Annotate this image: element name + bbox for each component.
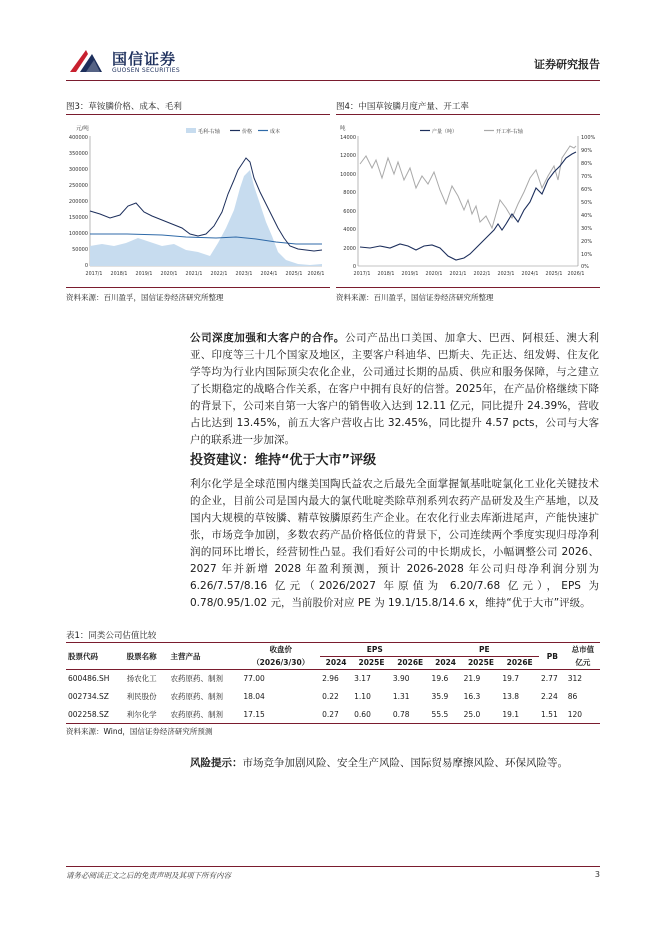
cell-eps: 1.31: [392, 692, 410, 701]
fig3-y-ticks: [69, 135, 88, 269]
fig3-ytick: 50000: [72, 247, 88, 253]
fig3-ytick: 400000: [68, 135, 88, 141]
fig4-y2tick: 50%: [581, 200, 593, 206]
cell-product: 农药原药、制剂: [168, 706, 241, 724]
cell-mktcap: 86: [567, 692, 578, 701]
cell-eps: 2.96: [320, 670, 352, 688]
footer-divider: [66, 866, 600, 867]
cell-pe: 19.6: [430, 670, 462, 688]
logo-text-en: GUOSEN SECURITIES: [112, 67, 181, 74]
col-mktcap-unit: 亿元: [575, 658, 591, 667]
page-header: [66, 44, 600, 80]
report-type-label: 证券研究报告: [534, 58, 600, 71]
fig4-ytick: 6000: [343, 209, 356, 215]
fig4-output-line: [360, 152, 576, 260]
cell-eps: 1.10: [354, 692, 371, 701]
fig3-legend: [186, 128, 280, 135]
fig3-ytick: 300000: [68, 167, 88, 173]
fig4-xtick: 2019/1: [401, 272, 419, 277]
paragraph-investment-advice: 利尔化学是全球范围内继美国陶氏益农之后最先全面掌握氰基吡啶氯化工业化关键技术的企业，目前公司是国内最大的氯代吡啶类除草剂系列农药产品研发及生产基地，以及国内大规模的草铵膦、精草铵膦原药生产企业。在农化行业去库渐进尾声，产能快速扩张，市场竞争加剧，多数农药产品价格低位的背景下，公司连续两个季度实现归母净利润的同环比增长，经营韧性凸显。我们看好公司的中长期成长，小幅调整公司 2026、2027 年并新增 2028 年盈利预测，预计 2026-2028 年公司归母净利润分别为 6.26/7.57/8.16 亿元（2026/2027 年原值为 6.20/7.68 亿元），EPS 为 0.78/0.95/1.02 元，当前股价对应 PE 为 19.1/15.8/14.6 x，维持“优于大市”评级。: [190, 478, 599, 609]
fig4-ytick: 14000: [340, 135, 356, 141]
table-source: 资料来源：Wind，国信证券经济研究所预测: [66, 727, 213, 736]
fig4-y-ticks: [340, 135, 356, 270]
fig3-xtick: 2022/1: [210, 272, 228, 277]
fig3-x-ticks: [86, 271, 325, 277]
table-row: [66, 670, 600, 688]
fig4-y2tick: 0%: [581, 264, 589, 270]
cell-pe: 19.7: [500, 670, 539, 688]
fig3-ytick: 0: [84, 263, 88, 269]
fig3-xtick: 2019/1: [135, 272, 153, 277]
cell-price: 77.00: [241, 670, 320, 688]
fig4-unit: 吨: [340, 126, 346, 132]
col-year: 2025E: [358, 658, 385, 668]
figure-4-bottom-rule: [336, 287, 600, 288]
cell-price: 17.15: [241, 706, 320, 724]
fig4-ytick: 8000: [343, 190, 356, 196]
fig4-y2tick: 100%: [581, 135, 596, 141]
fig4-y2tick: 60%: [581, 187, 593, 193]
figure-3-chart: [66, 118, 330, 280]
footer-disclaimer: 请务必阅读正文之后的免责声明及其项下所有内容: [66, 871, 231, 880]
figure-4-source: 资料来源：百川盈孚，国信证券经济研究所整理: [336, 293, 494, 302]
fig4-ytick: 4000: [343, 227, 356, 233]
fig4-xtick: 2021/1: [449, 272, 467, 277]
cell-eps: 0.22: [322, 692, 339, 701]
cell-eps: 3.90: [391, 670, 430, 688]
figure-3-svg: [66, 118, 330, 280]
col-name: 股票名称: [126, 651, 157, 661]
cell-mktcap: 312: [566, 670, 600, 688]
fig4-y2tick: 30%: [581, 226, 593, 232]
fig3-xtick: 2020/1: [160, 272, 178, 277]
fig3-legend-margin-swatch: [186, 128, 196, 133]
fig4-x-ticks: [354, 271, 585, 277]
cell-product: 农药原药、制剂: [170, 692, 223, 701]
cell-product: 农药原药、制剂: [168, 670, 241, 688]
cell-price: 18.04: [243, 692, 265, 701]
fig4-y2tick: 80%: [581, 161, 593, 167]
fig4-xtick: 2020/1: [425, 272, 443, 277]
guosen-logo: [66, 44, 196, 78]
cell-code: 002258.SZ: [66, 706, 125, 724]
fig4-legend-rate: 开工率-右轴: [496, 129, 523, 135]
risk-warning: [190, 755, 599, 770]
fig3-legend-margin: 毛利-右轴: [198, 129, 220, 135]
fig3-ytick: 350000: [68, 151, 88, 157]
fig4-ytick: 0: [352, 264, 356, 270]
cell-pe: 16.3: [463, 692, 481, 701]
cell-pe: 19.1: [500, 706, 539, 724]
fig3-ytick: 150000: [68, 215, 88, 221]
paragraph-1-text: 公司产品出口美国、加拿大、巴西、阿根廷、澳大利亚、印度等三十几个国家及地区，主要客户科迪华、巴斯夫、先正达、纽发姆、住友化学等均为行业内国际顶尖农化企业，公司通过长期的品质、供应和服务保障，与之建立了长期稳定的战略合作关系，在客户中拥有良好的信誉。2025年，在产品价格继续下降的背景下，公司来自第一大客户的销售收入达到 12.11 亿元，同比提升 24.39%，营收占比达到 13.45%，前五大客户营收占比 32.45%，同比提升 4.57 pcts，公司与大客户的联系进一步加深。: [190, 332, 600, 446]
table-row: [66, 706, 600, 724]
col-eps: EPS: [320, 643, 429, 656]
fig3-xtick: 2023/1: [235, 272, 253, 277]
fig3-ytick: 100000: [68, 231, 88, 237]
col-mktcap: 总市值: [571, 645, 595, 654]
fig4-y2-ticks: [581, 135, 596, 270]
figure-4-top-rule: [336, 114, 600, 115]
fig4-y2tick: 70%: [581, 174, 593, 180]
valuation-table: [66, 642, 600, 724]
col-year: 2026E: [397, 658, 424, 668]
col-year: 2026E: [506, 658, 533, 668]
fig3-unit: 元/吨: [76, 126, 89, 132]
page-number: 3: [594, 870, 600, 879]
fig3-xtick: 2021/1: [185, 272, 203, 277]
cell-name: 利尔化学: [125, 706, 169, 724]
cell-pe: 55.5: [430, 706, 462, 724]
logo-mark-icon: [66, 46, 106, 76]
fig3-xtick: 2025/1: [285, 272, 303, 277]
fig4-xtick: 2026/1: [567, 272, 585, 277]
fig3-xtick: 2018/1: [110, 272, 128, 277]
fig4-xtick: 2017/1: [353, 272, 371, 277]
section-title-investment: 投资建议：维持“优于大市”评级: [190, 453, 377, 468]
figure-3-bottom-rule: [66, 287, 330, 288]
fig4-xtick: 2025/1: [545, 272, 563, 277]
col-price: 收盘价: [269, 645, 292, 654]
col-pb: PB: [546, 651, 558, 661]
cell-eps: 0.27: [320, 706, 352, 724]
risk-text: 市场竞争加剧风险、安全生产风险、国际贸易摩擦风险、环保风险等。: [242, 757, 568, 769]
figure-4: [336, 100, 600, 303]
figure-4-title: 图4：中国草铵膦月度产量、开工率: [336, 102, 469, 112]
fig3-margin-area: [90, 170, 322, 266]
cell-eps: 0.78: [391, 706, 430, 724]
figure-4-chart: [336, 118, 600, 280]
cell-pb: 2.77: [539, 670, 566, 688]
fig4-xtick: 2023/1: [497, 272, 515, 277]
table-row: [66, 688, 600, 706]
fig3-ytick: 200000: [68, 199, 88, 205]
figure-3-top-rule: [66, 114, 330, 115]
fig4-y2tick: 10%: [581, 252, 593, 258]
fig4-y2tick: 20%: [581, 239, 593, 245]
fig4-legend-output: 产量（吨）: [432, 129, 458, 135]
fig3-xtick: 2024/1: [260, 272, 278, 277]
paragraph-customer-cooperation: [190, 330, 599, 449]
cell-name: 扬农化工: [125, 670, 169, 688]
cell-pb: 2.24: [541, 692, 558, 701]
cell-code: 600486.SH: [66, 670, 125, 688]
paragraph-1-lead: 公司深度加强和大客户的合作。: [190, 332, 345, 344]
col-product: 主营产品: [170, 651, 201, 661]
fig3-price-line: [90, 158, 322, 251]
fig4-ytick: 2000: [343, 246, 356, 252]
fig3-ytick: 250000: [68, 183, 88, 189]
cell-pe: 13.8: [502, 692, 520, 701]
fig4-xtick: 2022/1: [473, 272, 491, 277]
fig3-legend-cost: 成本: [270, 129, 281, 135]
figure-3: [66, 100, 330, 303]
col-pe: PE: [430, 643, 539, 656]
header-divider: [66, 80, 600, 81]
cell-pb: 1.51: [539, 706, 566, 724]
cell-code: 002734.SZ: [68, 692, 109, 701]
col-year: 2025E: [467, 658, 494, 668]
figure-4-svg: [336, 118, 600, 280]
fig3-legend-price: 价格: [242, 129, 253, 135]
fig4-xtick: 2018/1: [377, 272, 395, 277]
fig4-ytick: 12000: [340, 153, 356, 159]
cell-pe: 35.9: [431, 692, 449, 701]
cell-eps: 3.17: [352, 670, 391, 688]
figure-3-title: 图3：草铵膦价格、成本、毛利: [66, 102, 182, 112]
col-code: 股票代码: [68, 651, 98, 661]
cell-name: 利民股份: [126, 692, 157, 701]
cell-mktcap: 120: [566, 706, 600, 724]
col-year: 2024: [435, 658, 457, 668]
fig3-xtick: 2026/1: [307, 272, 325, 277]
cell-pe: 25.0: [462, 706, 501, 724]
col-year: 2024: [325, 658, 347, 668]
fig4-legend: [420, 128, 523, 135]
cell-eps: 0.60: [352, 706, 391, 724]
col-price-date: （2026/3/30）: [252, 658, 310, 667]
logo-text-cn: 国信证券: [112, 50, 177, 68]
fig4-ytick: 10000: [340, 172, 356, 178]
cell-pe: 21.9: [462, 670, 501, 688]
risk-lead: 风险提示：: [190, 757, 243, 769]
table-title: 表1：同类公司估值比较: [66, 631, 157, 641]
figure-3-source: 资料来源：百川盈孚，国信证券经济研究所整理: [66, 293, 224, 302]
fig4-y2tick: 90%: [581, 148, 593, 154]
fig4-y2tick: 40%: [581, 213, 593, 219]
fig4-rate-line: [360, 146, 576, 228]
fig4-xtick: 2024/1: [521, 272, 539, 277]
fig3-xtick: 2017/1: [85, 272, 103, 277]
